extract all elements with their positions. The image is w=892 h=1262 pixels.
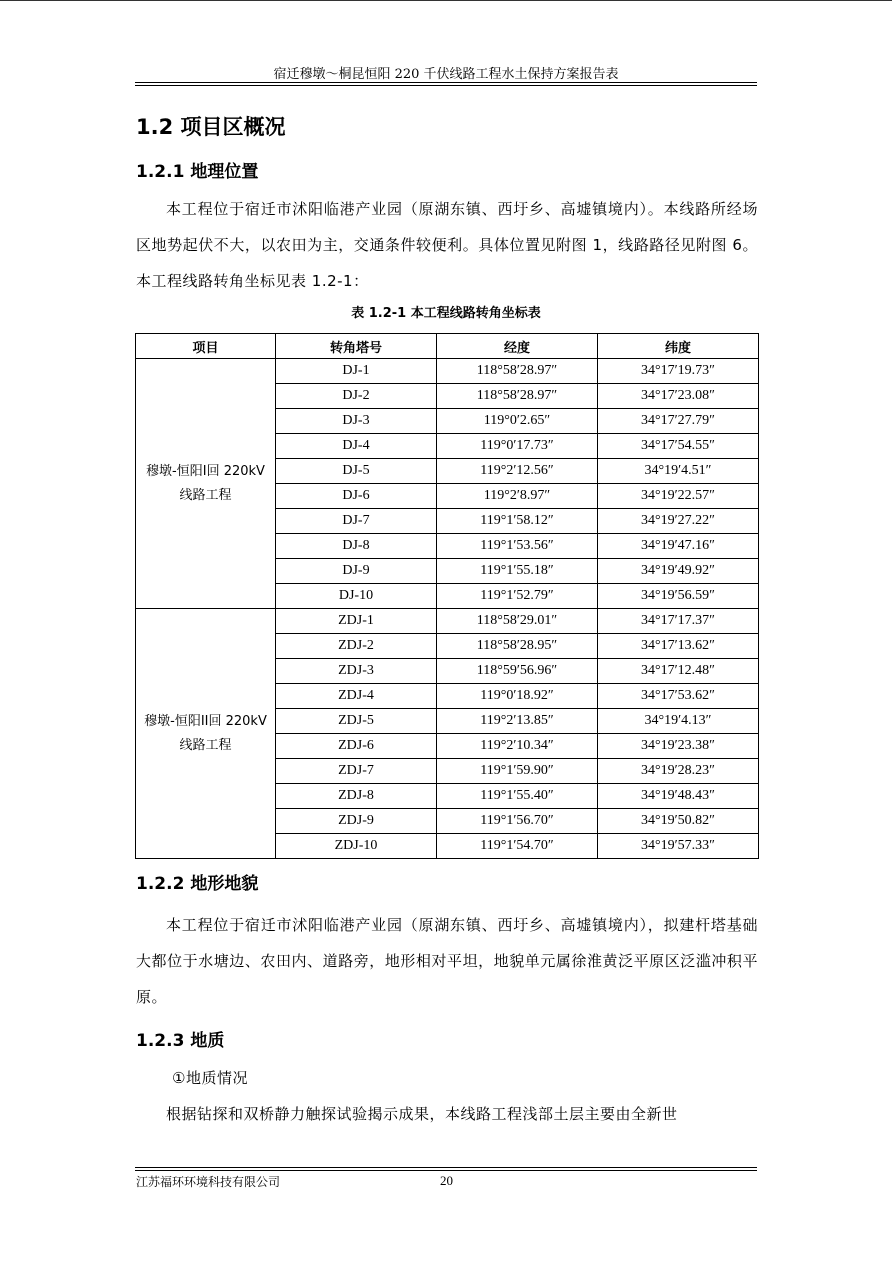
header-rule-double (135, 85, 757, 86)
tower-id-cell: ZDJ-3 (276, 659, 437, 684)
tower-id-cell: ZDJ-9 (276, 809, 437, 834)
latitude-cell: 34°19′22.57″ (598, 484, 759, 509)
latitude-cell: 34°19′23.38″ (598, 734, 759, 759)
longitude-cell: 118°58′28.97″ (437, 359, 598, 384)
footer-rule-double (135, 1170, 757, 1171)
tower-id-cell: DJ-7 (276, 509, 437, 534)
project-group-cell (136, 359, 276, 609)
longitude-cell: 119°1′55.40″ (437, 784, 598, 809)
latitude-cell: 34°19′27.22″ (598, 509, 759, 534)
subsection-title-geology: 1.2.3 地质 (136, 1031, 225, 1051)
table-row (136, 609, 759, 634)
longitude-cell: 119°1′55.18″ (437, 559, 598, 584)
tower-id-cell: ZDJ-4 (276, 684, 437, 709)
longitude-cell: 119°0′17.73″ (437, 434, 598, 459)
longitude-cell: 118°58′28.95″ (437, 634, 598, 659)
tower-id-cell: DJ-10 (276, 584, 437, 609)
longitude-cell: 119°1′53.56″ (437, 534, 598, 559)
latitude-cell: 34°19′57.33″ (598, 834, 759, 859)
section-title: 1.2 项目区概况 (136, 115, 286, 139)
latitude-cell: 34°17′17.37″ (598, 609, 759, 634)
project-name-line1: 穆墩-恒阳I回 220kV (146, 463, 265, 479)
longitude-cell: 119°2′8.97″ (437, 484, 598, 509)
tower-id-cell: ZDJ-6 (276, 734, 437, 759)
latitude-cell: 34°17′19.73″ (598, 359, 759, 384)
header-project: 项目 (136, 334, 276, 359)
terrain-paragraph: 本工程位于宿迁市沭阳临港产业园（原湖东镇、西圩乡、高墟镇境内），拟建杆塔基础大都位于水塘边、农田内、道路旁，地形相对平坦，地貌单元属徐淮黄泛平原区泛滥冲积平原。 (136, 916, 758, 1006)
table-caption: 表 1.2-1 本工程线路转角坐标表 (351, 306, 541, 321)
longitude-cell: 119°0′2.65″ (437, 409, 598, 434)
project-group-cell (136, 609, 276, 859)
tower-id-cell: DJ-9 (276, 559, 437, 584)
longitude-cell: 119°2′10.34″ (437, 734, 598, 759)
header-latitude: 纬度 (598, 334, 759, 359)
tower-id-cell: ZDJ-1 (276, 609, 437, 634)
latitude-cell: 34°17′12.48″ (598, 659, 759, 684)
tower-id-cell: DJ-3 (276, 409, 437, 434)
project-name-line2: 线路工程 (179, 737, 232, 753)
tower-id-cell: ZDJ-2 (276, 634, 437, 659)
latitude-cell: 34°19′56.59″ (598, 584, 759, 609)
project-name-line2: 线路工程 (179, 487, 232, 503)
page-number: 20 (440, 1173, 453, 1188)
subsection-title-location: 1.2.1 地理位置 (136, 162, 259, 182)
latitude-cell: 34°19′28.23″ (598, 759, 759, 784)
latitude-cell: 34°19′4.51″ (598, 459, 759, 484)
latitude-cell: 34°17′54.55″ (598, 434, 759, 459)
tower-id-cell: DJ-2 (276, 384, 437, 409)
longitude-cell: 119°2′13.85″ (437, 709, 598, 734)
longitude-cell: 119°0′18.92″ (437, 684, 598, 709)
coordinates-table (135, 333, 759, 859)
footer-company: 江苏福环环境科技有限公司 (136, 1175, 281, 1189)
geology-item: ①地质情况 (172, 1069, 248, 1087)
project-name-line1: 穆墩-恒阳II回 220kV (144, 713, 267, 729)
subsection-title-terrain: 1.2.2 地形地貌 (136, 874, 259, 894)
tower-id-cell: DJ-5 (276, 459, 437, 484)
longitude-cell: 119°1′58.12″ (437, 509, 598, 534)
latitude-cell: 34°19′49.92″ (598, 559, 759, 584)
latitude-cell: 34°19′50.82″ (598, 809, 759, 834)
location-paragraph: 本工程位于宿迁市沭阳临港产业园（原湖东镇、西圩乡、高墟镇境内）。本线路所经场区地势起伏不大，以农田为主，交通条件较便利。具体位置见附图 1，线路路径见附图 6。本工程线路转角坐标见表 1.2-1： (136, 200, 758, 290)
longitude-cell: 119°1′59.90″ (437, 759, 598, 784)
tower-id-cell: ZDJ-5 (276, 709, 437, 734)
tower-id-cell: DJ-1 (276, 359, 437, 384)
footer-rule (135, 1167, 757, 1168)
header-rule (135, 82, 757, 83)
longitude-cell: 118°58′28.97″ (437, 384, 598, 409)
longitude-cell: 119°1′56.70″ (437, 809, 598, 834)
latitude-cell: 34°17′23.08″ (598, 384, 759, 409)
table-row (136, 359, 759, 384)
tower-id-cell: DJ-6 (276, 484, 437, 509)
tower-id-cell: DJ-4 (276, 434, 437, 459)
latitude-cell: 34°19′4.13″ (598, 709, 759, 734)
longitude-cell: 119°1′54.70″ (437, 834, 598, 859)
tower-id-cell: ZDJ-7 (276, 759, 437, 784)
header-tower: 转角塔号 (276, 334, 437, 359)
latitude-cell: 34°17′53.62″ (598, 684, 759, 709)
tower-id-cell: ZDJ-10 (276, 834, 437, 859)
latitude-cell: 34°19′47.16″ (598, 534, 759, 559)
longitude-cell: 118°58′29.01″ (437, 609, 598, 634)
longitude-cell: 119°2′12.56″ (437, 459, 598, 484)
tower-id-cell: DJ-8 (276, 534, 437, 559)
geology-paragraph: 根据钻探和双桥静力触探试验揭示成果，本线路工程浅部土层主要由全新世 (166, 1105, 678, 1123)
table-header-row (136, 334, 759, 359)
longitude-cell: 118°59′56.96″ (437, 659, 598, 684)
longitude-cell: 119°1′52.79″ (437, 584, 598, 609)
latitude-cell: 34°17′13.62″ (598, 634, 759, 659)
latitude-cell: 34°19′48.43″ (598, 784, 759, 809)
running-header: 宿迁穆墩～桐昆恒阳 220 千伏线路工程水土保持方案报告表 (273, 67, 619, 82)
latitude-cell: 34°17′27.79″ (598, 409, 759, 434)
header-longitude: 经度 (437, 334, 598, 359)
tower-id-cell: ZDJ-8 (276, 784, 437, 809)
